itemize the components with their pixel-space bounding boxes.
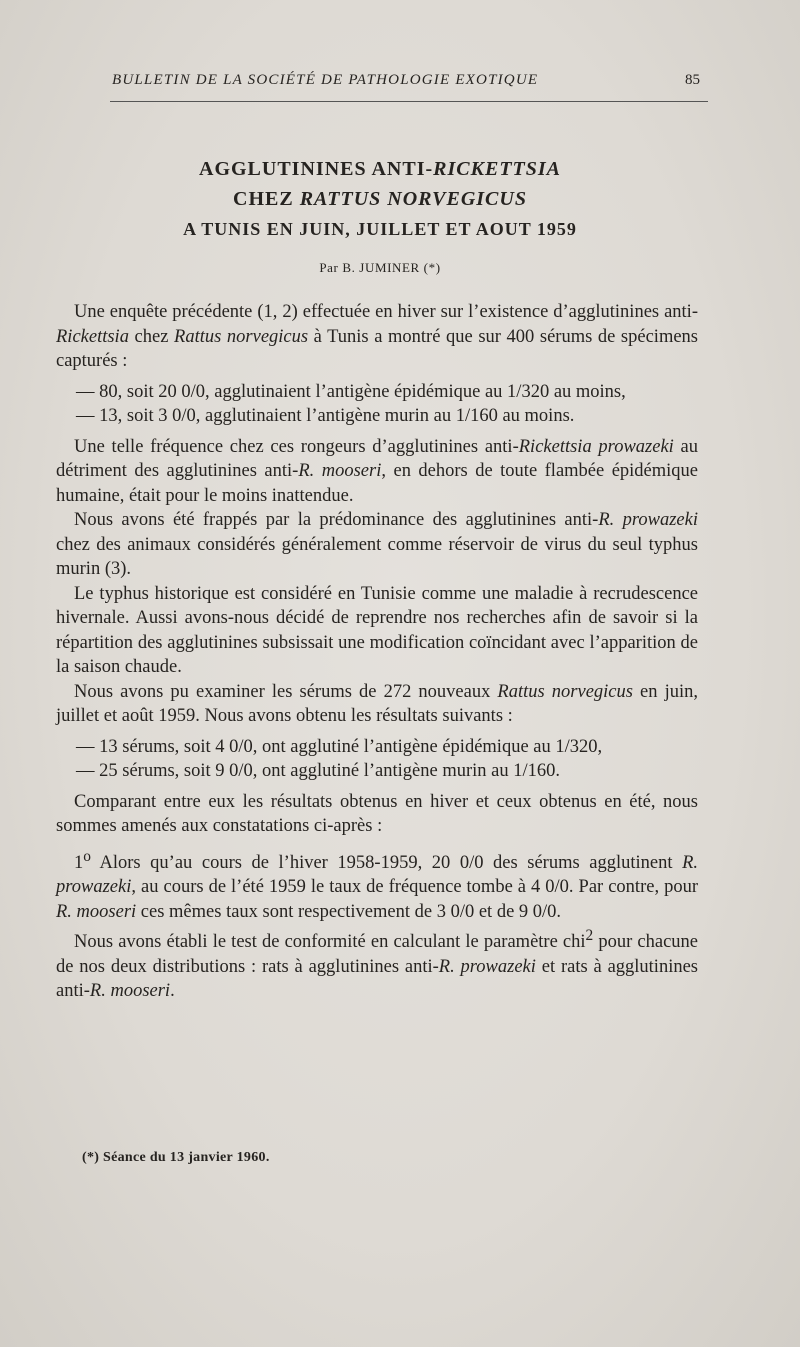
article-title-line-2: CHEZ RATTUS NORVEGICUS bbox=[233, 188, 527, 210]
article-title-line-3: A TUNIS EN JUIN, JUILLET ET AOUT 1959 bbox=[183, 219, 577, 239]
paragraph-8: — 13 sérums, soit 4 0/0, ont agglutiné l’antigène épidémique au 1/320, bbox=[76, 736, 603, 757]
paragraph-11: 1$^o$ Alors qu’au cours de l’hiver 1958-1959, 20 0/0 des sérums agglutinent R. prowazeki, au cours de l’été 1959 le taux de fréquence tombe à 4 0/0. Par contre, pour R. mooseri ces mêmes taux sont respectivement de 3 0/0 et de 9 0/0. bbox=[56, 847, 698, 922]
paragraph-12: Nous avons établi le test de conformité en calculant le paramètre chi$^2$ pour chacune de nos deux distributions : rats à agglutinines anti-R. prowazeki et rats à agglutinines anti-R. mooseri. bbox=[56, 927, 698, 1002]
paragraph-10: Comparant entre eux les résultats obtenus en hiver et ceux obtenus en été, nous sommes amenés aux constatations ci-après : bbox=[56, 791, 698, 836]
paragraph-1: Une enquête précédente (1, 2) effectuée en hiver sur l’existence d’agglutinines anti-Rickettsia chez Rattus norvegicus à Tunis a montré que sur 400 sérums de spécimens capturés : bbox=[56, 302, 698, 371]
page-number: 85 bbox=[685, 72, 700, 88]
paragraph-5: Nous avons été frappés par la prédominance des agglutinines anti-R. prowazeki chez des animaux considérés généralement comme réservoir de virus du seul typhus murin (3). bbox=[56, 510, 698, 579]
paragraph-6: Le typhus historique est considéré en Tunisie comme une maladie à recrudescence hivernale. Aussi avons-nous décidé de reprendre nos recherches afin de savoir si la répartition des agglutinines subsissait une modification coïncidant avec l’apparition de la saison chaude. bbox=[56, 583, 698, 677]
paragraph-7: Nous avons pu examiner les sérums de 272 nouveaux Rattus norvegicus en juin, juillet et août 1959. Nous avons obtenu les résultats suivants : bbox=[56, 681, 699, 726]
header-rule bbox=[110, 101, 708, 102]
running-header bbox=[112, 72, 702, 89]
paragraph-2: — 80, soit 20 0/0, agglutinaient l’antigène épidémique au 1/320 au moins, bbox=[76, 381, 626, 402]
paragraph-4: Une telle fréquence chez ces rongeurs d’agglutinines anti-Rickettsia prowazeki au détriment des agglutinines anti-R. mooseri, en dehors de toute flambée épidémique humaine, était pour le moins inattendue. bbox=[56, 436, 698, 506]
author-byline: Par B. JUMINER (*) bbox=[319, 260, 441, 275]
paragraph-3: — 13, soit 3 0/0, agglutinaient l’antigène murin au 1/160 au moins. bbox=[76, 406, 575, 426]
paragraph-9: — 25 sérums, soit 9 0/0, ont agglutiné l’antigène murin au 1/160. bbox=[76, 761, 561, 781]
footnote: (*) Séance du 13 janvier 1960. bbox=[82, 1150, 270, 1165]
article-title-line-1: AGGLUTININES ANTI-RICKETTSIA bbox=[199, 158, 561, 180]
article-body bbox=[56, 300, 698, 1004]
running-title: BULLETIN DE LA SOCIÉTÉ DE PATHOLOGIE EXOTIQUE bbox=[112, 72, 539, 88]
